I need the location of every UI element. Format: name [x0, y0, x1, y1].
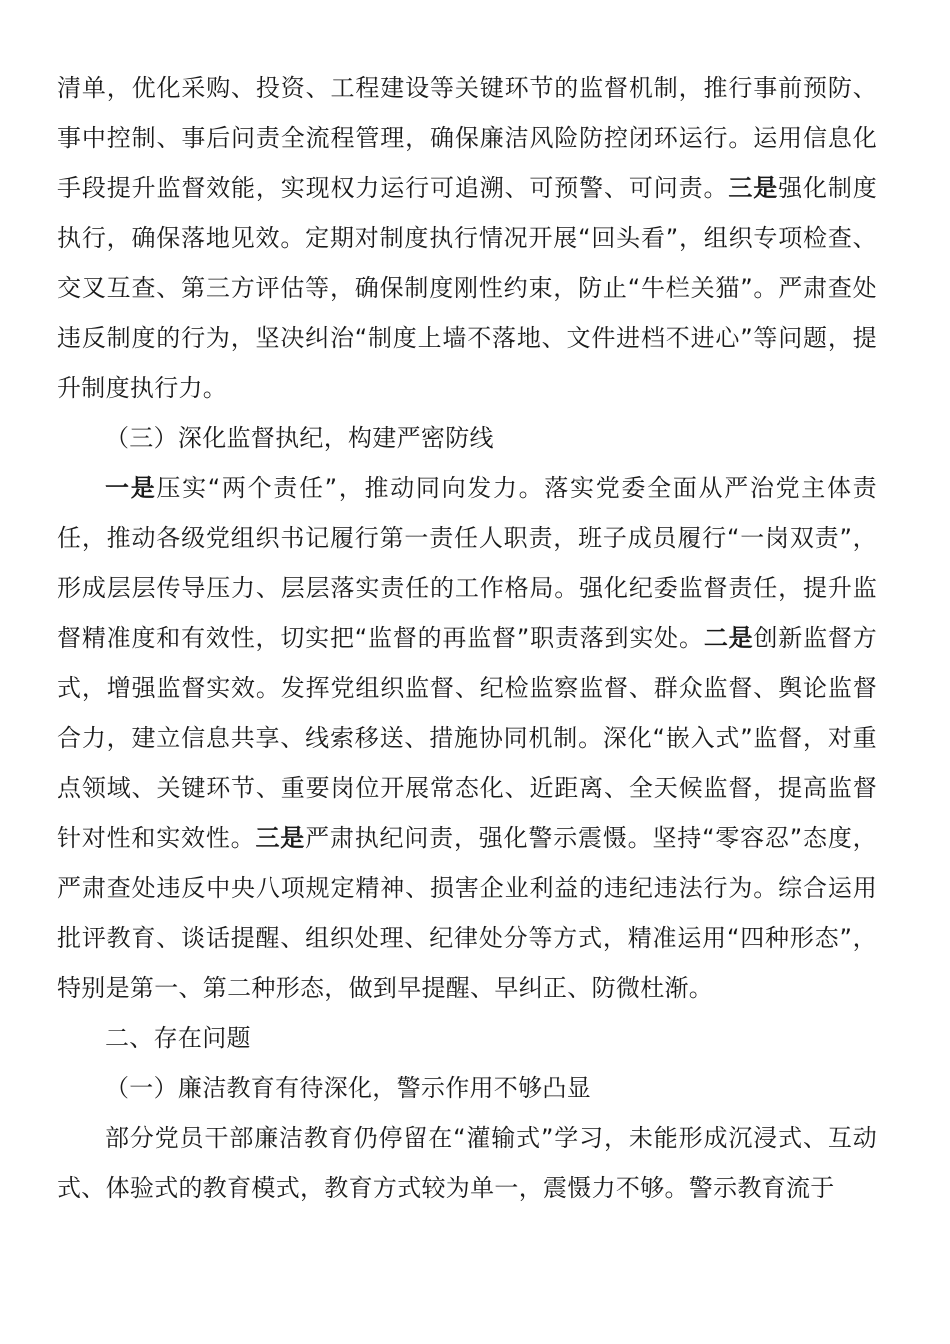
paragraph-text: 创新监督方式，增强监督实效。发挥党组织监督、纪检监察监督、群众监督、舆论监督合力，建立信息共享、线索移送、措施协同机制。深化“嵌入式”监督，对重点领域、关键环节、重要岗位开展常态化、近距离、全天候监督，提高监督针对性和实效性。: [57, 624, 878, 852]
section-heading-problems: 二、存在问题: [105, 1024, 251, 1052]
paragraph-text: 强化制度执行，确保落地见效。定期对制度执行情况开展“回头看”，组织专项检查、交叉互查、第三方评估等，确保制度刚性约束，防止“牛栏关猫”。严肃查处违反制度的行为，坚决纠治“制度上墙不落地、文件进档不进心”等问题，提升制度执行力。: [57, 174, 877, 402]
bold-marker-third: 三是: [728, 174, 779, 202]
paragraph-supervision: [57, 463, 877, 1013]
bold-marker-first: 一是: [105, 474, 157, 502]
paragraph-text: 压实“两个责任”，推动同向发力。落实党委全面从严治党主体责任，推动各级党组织书记履行第一责任人职责，班子成员履行“一岗双责”，形成层层传导压力、层层落实责任的工作格局。强化纪委监督责任，提升监督精准度和有效性，切实把“监督的再监督”职责落到实处。: [57, 474, 877, 652]
document-page: [57, 63, 877, 1213]
paragraph-text: 部分党员干部廉洁教育仍停留在“灌输式”学习，未能形成沉浸式、互动式、体验式的教育模式，教育方式较为单一，震慑力不够。警示教育流于: [57, 1124, 877, 1202]
section-heading-supervision: （三）深化监督执纪，构建严密防线: [105, 424, 494, 452]
bold-marker-second: 二是: [703, 624, 754, 652]
paragraph-system-execution: [57, 63, 877, 413]
bold-marker-third: 三是: [255, 824, 306, 852]
subsection-heading-education: （一）廉洁教育有待深化，警示作用不够凸显: [105, 1074, 591, 1102]
paragraph-text: 严肃执纪问责，强化警示震慑。坚持“零容忍”态度，严肃查处违反中央八项规定精神、损害企业利益的违纪违法行为。综合运用批评教育、谈话提醒、组织处理、纪律处分等方式，精准运用“四种形态”，特别是第一、第二种形态，做到早提醒、早纠正、防微杜渐。: [57, 824, 877, 1002]
paragraph-text: 清单，优化采购、投资、工程建设等关键环节的监督机制，推行事前预防、事中控制、事后问责全流程管理，确保廉洁风险防控闭环运行。运用信息化手段提升监督效能，实现权力运行可追溯、可预警、可问责。: [57, 74, 877, 202]
paragraph-education-problem: [57, 1113, 877, 1213]
